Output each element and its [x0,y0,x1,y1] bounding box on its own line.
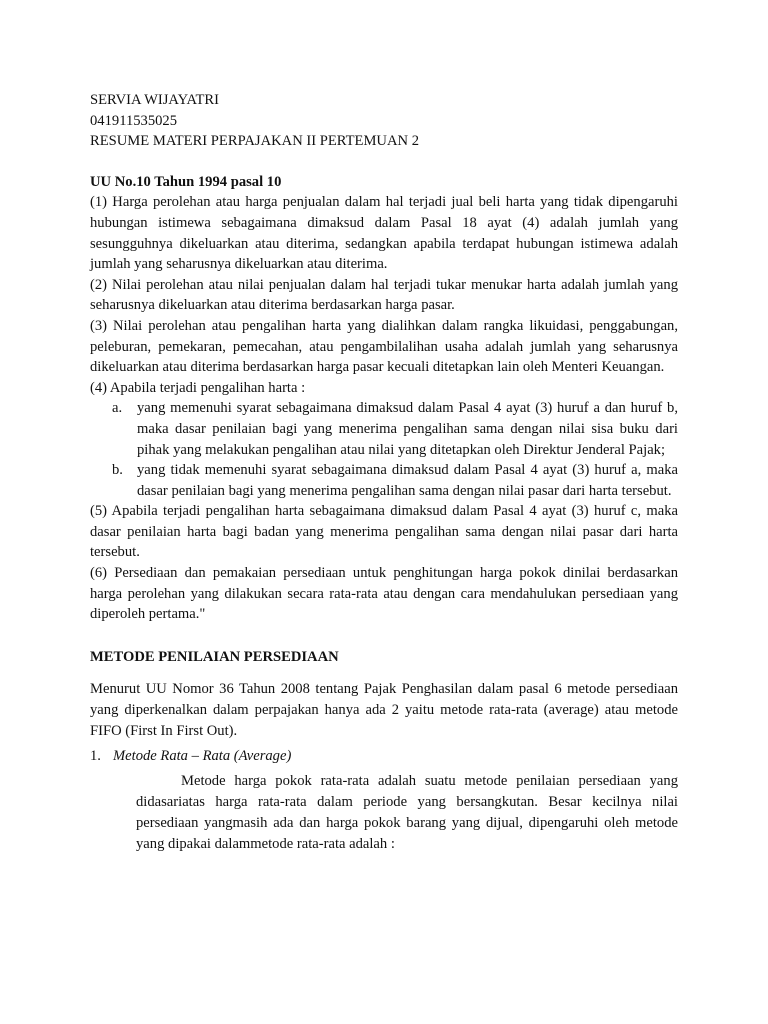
list-item [90,460,678,501]
law-paragraph-5: (5) Apabila terjadi pengalihan harta sebagaimana dimaksud dalam Pasal 4 ayat (3) huruf c, maka dasar penilaian harta bagi badan yang menerima pengalihan sama dengan nilai pasar dari harta tersebut. [90,503,678,561]
list-marker: b. [112,462,123,479]
list-marker: a. [112,400,123,417]
document-title: RESUME MATERI PERPAJAKAN II PERTEMUAN 2 [90,133,419,150]
method-item-1-body-wrapper [90,771,678,856]
header-block [90,90,678,152]
law-paragraph-1: (1) Harga perolehan atau harga penjualan dalam hal terjadi jual beli harta yang tidak dipengaruhi hubungan istimewa sebagaimana dimaksud dalam Pasal 18 ayat (4) adalah jumlah yang sesungguhnya dikeluarkan atau diterima, sedangkan apabila terdapat hubungan istimewa adalah jumlah yang seharusnya dikeluarkan atau diterima. [90,194,678,273]
law-section [90,172,678,625]
law-paragraph-2: (2) Nilai perolehan atau nilai penjualan dalam hal terjadi tukar menukar harta adalah jumlah yang seharusnya dikeluarkan atau diterima berdasarkan harga pasar. [90,276,678,314]
law-paragraph-4-intro: (4) Apabila terjadi pengalihan harta : [90,379,306,396]
method-intro: Menurut UU Nomor 36 Tahun 2008 tentang Pajak Penghasilan dalam pasal 6 metode persediaan yang diperkenalkan dalam perpajakan hanya ada 2 yaitu metode rata-rata (average) atau metode FIFO (First In First Out). [90,681,678,739]
method-heading: METODE PENILAIAN PERSEDIAAN [90,648,339,665]
list-item [90,398,678,460]
list-item-text: yang tidak memenuhi syarat sebagaimana dimaksud dalam Pasal 4 ayat (3) huruf a, maka dasar penilaian bagi yang menerima pengalihan sama dengan nilai pasar dari harta tersebut. [137,462,678,499]
law-paragraph-6: (6) Persediaan dan pemakaian persediaan untuk penghitungan harga pokok dinilai berdasarkan harga perolehan yang dilakukan secara rata-rata atau dengan cara mendahulukan persediaan yang diperoleh pertama." [90,565,678,623]
method-item-1-body: Metode harga pokok rata-rata adalah suatu metode penilaian persediaan yang didasariatas harga rata-rata dalam periode yang bersangkutan. Besar kecilnya nilai persediaan yangmasih ada dan harga pokok barang yang dijual, dipengaruhi oleh metode yang dipakai dalammetode rata-rata adalah : [136,772,678,853]
law-paragraph-4-list [90,398,678,501]
item-title: Metode Rata – Rata (Average) [113,748,292,765]
document-page [90,90,678,856]
law-paragraph-3: (3) Nilai perolehan atau pengalihan harta yang dialihkan dalam rangka likuidasi, penggabungan, peleburan, pemekaran, pemecahan, atau pengambilalihan usaha adalah jumlah yang seharusnya dikeluarkan atau diterima berdasarkan harga pasar kecuali ditetapkan lain oleh Menteri Keuangan. [90,317,678,376]
list-item-text: yang memenuhi syarat sebagaimana dimaksud dalam Pasal 4 ayat (3) huruf a dan huruf b, maka dasar penilaian bagi yang menerima pengalihan sama dengan nilai sisa buku dari pihak yang melakukan pengalihan atau nilai yang ditetapkan oleh Direktur Jenderal Pajak; [137,400,678,458]
method-section [90,647,678,856]
author-name: SERVIA WIJAYATRI [90,92,219,108]
law-heading: UU No.10 Tahun 1994 pasal 10 [90,173,282,190]
method-item-1-heading [90,746,678,767]
item-number: 1. [90,748,101,765]
student-id: 041911535025 [90,112,178,129]
